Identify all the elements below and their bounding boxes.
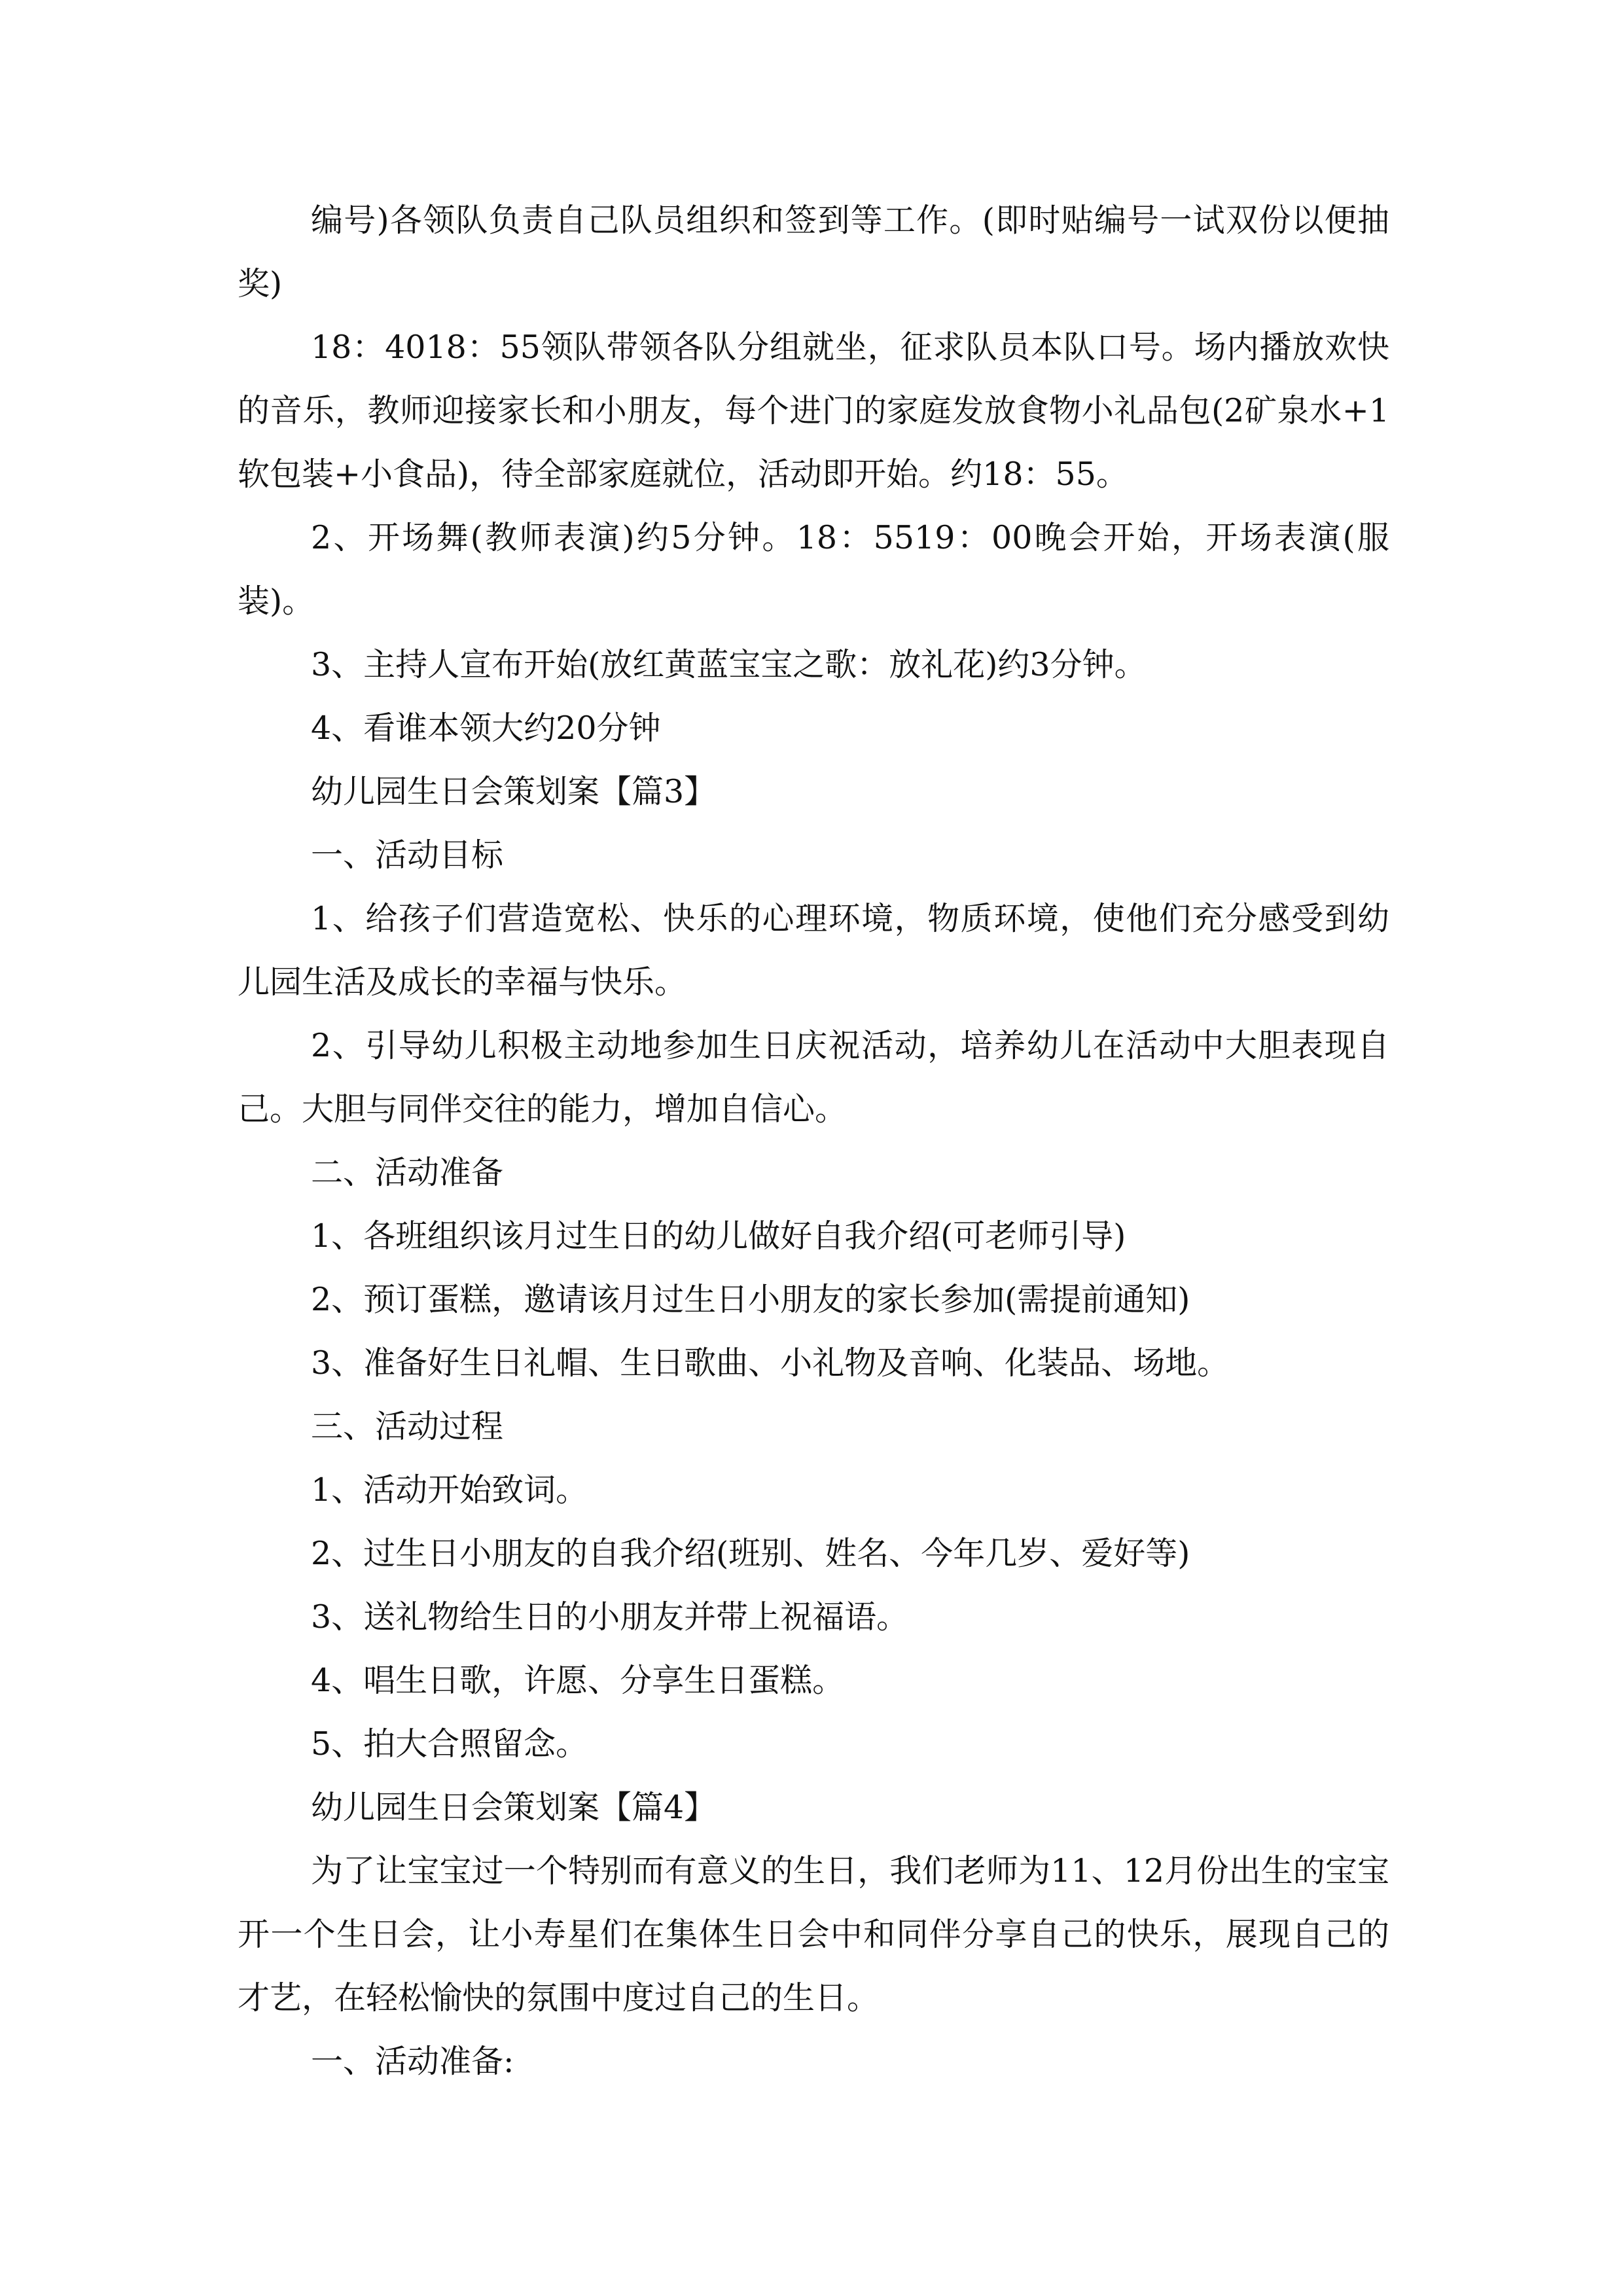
paragraph-prep-1: 1、各班组织该月过生日的幼儿做好自我介绍(可老师引导) [311, 1217, 1126, 1255]
paragraph-process-1: 1、活动开始致词。 [311, 1471, 588, 1509]
paragraph-process-4: 4、唱生日歌，许愿、分享生日蛋糕。 [311, 1662, 845, 1699]
subheading-activity-preparation: 二、活动准备 [311, 1154, 504, 1191]
paragraph-skills-show: 4、看谁本领大约20分钟 [311, 709, 661, 747]
section-title-part4: 幼儿园生日会策划案【篇4】 [311, 1789, 717, 1826]
subheading-activity-process: 三、活动过程 [311, 1408, 504, 1445]
paragraph-process-2: 2、过生日小朋友的自我介绍(班别、姓名、今年几岁、爱好等) [311, 1535, 1190, 1572]
subheading-activity-goals: 一、活动目标 [311, 836, 504, 874]
paragraph-goal-2: 2、引导幼儿积极主动地参加生日庆祝活动，培养幼儿在活动中大胆表现自己。大胆与同伴交往的能力，增加自信心。 [238, 1027, 1389, 1128]
paragraph-registration: 编号)各领队负责自己队员组织和签到等工作。(即时贴编号一试双份以便抽奖) [238, 202, 1389, 302]
paragraph-seating: 18：4018：55领队带领各队分组就坐，征求队员本队口号。场内播放欢快的音乐，教师迎接家长和小朋友，每个进门的家庭发放食物小礼品包(2矿泉水+1软包装+小食品)，待全部家庭就位，活动即开始。约18：55。 [238, 329, 1389, 493]
paragraph-intro-part4: 为了让宝宝过一个特别而有意义的生日，我们老师为11、12月份出生的宝宝开一个生日会，让小寿星们在集体生日会中和同伴分享自己的快乐，展现自己的才艺，在轻松愉快的氛围中度过自己的生日。 [238, 1852, 1389, 2017]
document-body [238, 188, 1389, 2093]
paragraph-goal-1: 1、给孩子们营造宽松、快乐的心理环境，物质环境，使他们充分感受到幼儿园生活及成长的幸福与快乐。 [238, 900, 1389, 1001]
paragraph-opening-dance: 2、开场舞(教师表演)约5分钟。18：5519：00晚会开始，开场表演(服装)。 [238, 519, 1389, 620]
paragraph-process-5: 5、拍大合照留念。 [311, 1725, 588, 1763]
section-title-part3: 幼儿园生日会策划案【篇3】 [311, 773, 717, 810]
paragraph-prep-2: 2、预订蛋糕，邀请该月过生日小朋友的家长参加(需提前通知) [311, 1281, 1190, 1318]
paragraph-process-3: 3、送礼物给生日的小朋友并带上祝福语。 [311, 1598, 909, 1636]
paragraph-host-announcement: 3、主持人宣布开始(放红黄蓝宝宝之歌：放礼花)约3分钟。 [311, 646, 1147, 683]
subheading-activity-preparation-part4: 一、活动准备: [311, 2043, 514, 2080]
paragraph-prep-3: 3、准备好生日礼帽、生日歌曲、小礼物及音响、化装品、场地。 [311, 1344, 1230, 1382]
